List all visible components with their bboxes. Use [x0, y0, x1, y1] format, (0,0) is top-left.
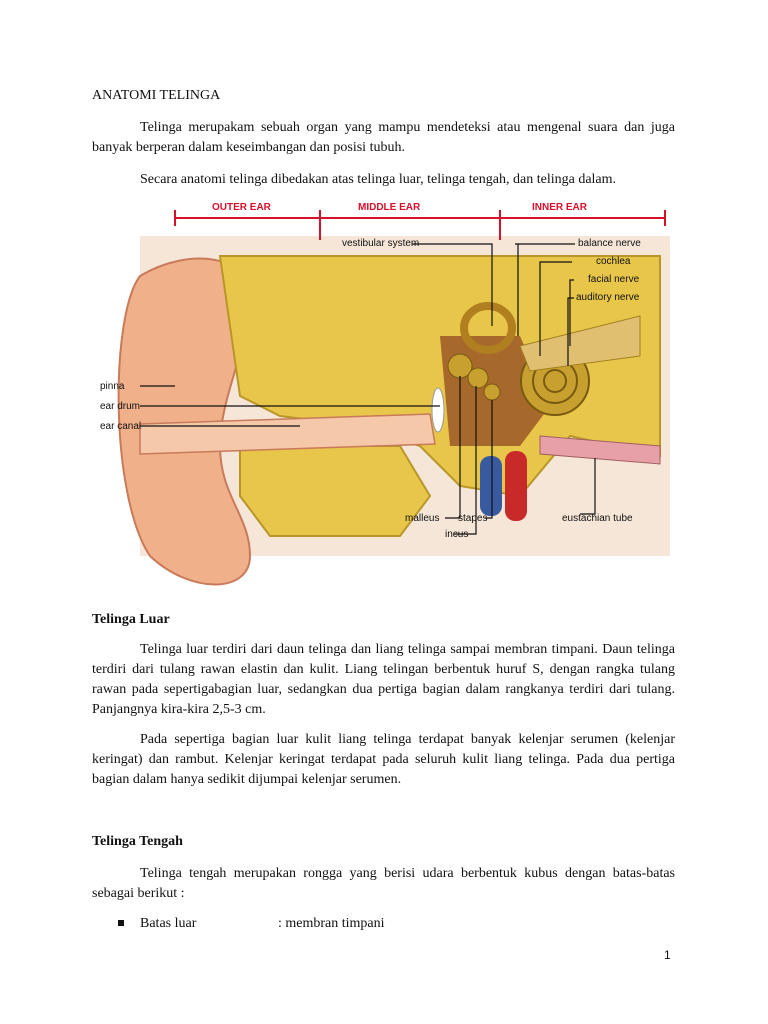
label-ear-canal: ear canal — [100, 421, 142, 432]
luar-paragraph-2: Pada sepertiga bagian luar kulit liang telinga terdapat banyak kelenjar serumen (kelenjar keringat) dan rambut. Kelenjar keringat terdapat pada seluruh kulit liang telinga. Pada dua pertiga bagian dalam hanya sedikit dijumpai kelenjar serumen. — [92, 732, 675, 787]
lower-bone-shape — [240, 446, 430, 536]
square-bullet-icon — [118, 920, 124, 926]
bullet-key: Batas luar — [140, 916, 197, 931]
label-incus: incus — [445, 529, 469, 540]
label-cochlea: cochlea — [596, 256, 631, 267]
tengah-paragraph-1: Telinga tengah merupakan rongga yang berisi udara berbentuk kubus dengan batas-batas sebagai berikut : — [92, 866, 675, 901]
heading-telinga-tengah: Telinga Tengah — [92, 834, 183, 849]
label-pinna: pinna — [100, 381, 125, 392]
section-outer-ear: OUTER EAR — [212, 202, 271, 213]
section-middle-ear: MIDDLE EAR — [358, 202, 421, 213]
bullet-value: : membran timpani — [278, 916, 385, 931]
label-malleus: malleus — [405, 513, 440, 524]
page-number: 1 — [664, 948, 671, 962]
label-balance-nerve: balance nerve — [578, 238, 641, 249]
document-title: ANATOMI TELINGA — [92, 88, 221, 103]
intro-paragraph-2: Secara anatomi telinga dibedakan atas telinga luar, telinga tengah, dan telinga dalam. — [140, 172, 617, 187]
label-vestibular-system: vestibular system — [342, 238, 420, 249]
luar-paragraph-1: Telinga luar terdiri dari daun telinga dan liang telinga sampai membran timpani. Daun telinga terdiri dari tulang rawan elastin dan kulit. Liang telingan berbentuk huruf S, dengan rangka tulang rawan pada sepertigabagian luar, sedangkan dua pertiga bagian dalam rangkanya terdiri dari tulang. Panjangnya kira-kira 2,5-3 cm. — [92, 642, 675, 717]
artery-shape — [505, 451, 527, 521]
vein-shape — [480, 456, 502, 516]
intro-paragraph-1: Telinga merupakam sebuah organ yang mampu mendeteksi atau mengenal suara dan juga banyak berperan dalam keseimbangan dan posisi tubuh. — [92, 120, 675, 155]
stapes-shape — [484, 384, 500, 400]
label-stapes: stapes — [458, 513, 488, 524]
section-inner-ear: INNER EAR — [532, 202, 588, 213]
heading-telinga-luar: Telinga Luar — [92, 612, 170, 627]
label-ear-drum: ear drum — [100, 401, 141, 412]
incus-shape — [468, 368, 488, 388]
label-eustachian-tube: eustachian tube — [562, 513, 633, 524]
label-auditory-nerve: auditory nerve — [576, 292, 640, 303]
label-facial-nerve: facial nerve — [588, 274, 640, 285]
ear-drum-shape — [432, 388, 444, 432]
ear-anatomy-figure — [100, 196, 670, 594]
